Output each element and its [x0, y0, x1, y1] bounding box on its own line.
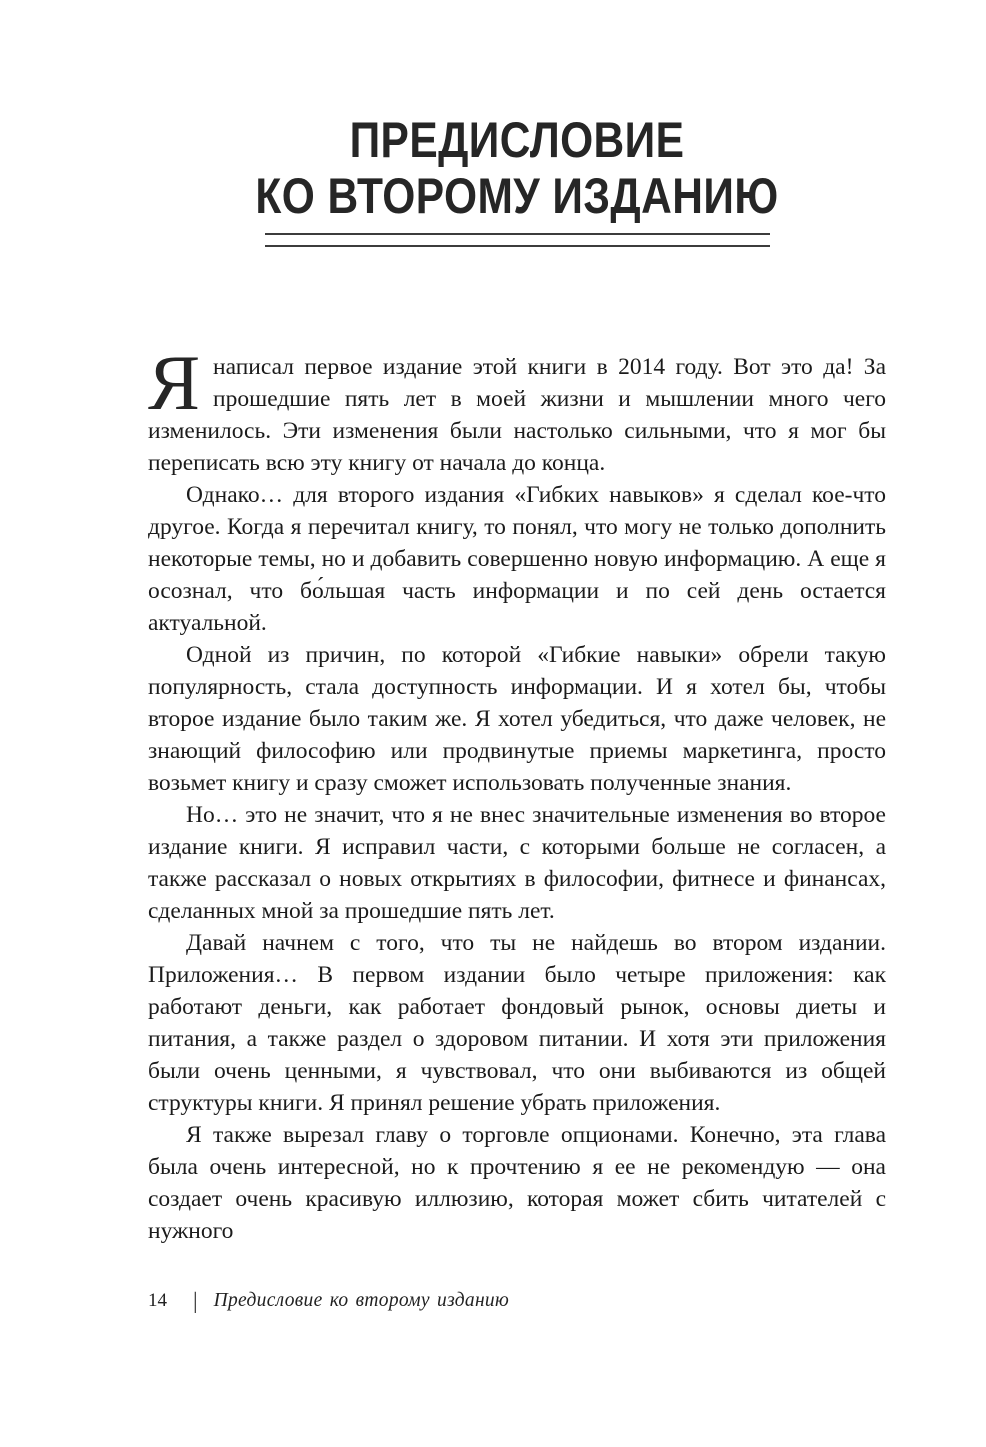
chapter-heading [148, 112, 886, 247]
paragraph: Давай начнем с того, что ты не найдешь во втором издании. Приложения… В первом издании было четыре приложения: как работают деньги, как работает фондовый рынок, основы диеты и питания, а также раздел о здоровом питании. И хотя эти приложения были очень ценными, я чувствовал, что они выбиваются из общей структуры книги. Я принял решение убрать приложения. [148, 930, 886, 1116]
footer-separator: | [193, 1288, 198, 1313]
body-text [148, 339, 886, 1247]
chapter-title [203, 112, 830, 224]
paragraph: Однако… для второго издания «Гибких навыков» я сделал кое-что другое. Когда я перечитал книгу, то понял, что могу не только дополнить некоторые темы, но и добавить совершенно новую информацию. А еще я осознал, что бо́льшая часть информации и по сей день остается актуальной. [148, 482, 886, 636]
page-footer [148, 1288, 509, 1314]
paragraph: Я также вырезал главу о торговле опционами. Конечно, эта глава была очень интересной, но к прочтению я ее не рекомендую — она создает очень красивую иллюзию, которая может сбить читателей с нужного [148, 1122, 886, 1244]
paragraph: Одной из причин, по которой «Гибкие навыки» обрели такую популярность, стала доступность информации. И я хотел бы, чтобы второе издание было таким же. Я хотел убедиться, что даже человек, не знающий философию или продвинутые приемы маркетинга, просто возьмет книгу и сразу сможет использовать полученные знания. [148, 642, 886, 796]
paragraph [148, 339, 886, 479]
chapter-title-line2: КО ВТОРОМУ ИЗДАНИЮ [255, 168, 779, 224]
paragraph: Но… это не значит, что я не внес значительные изменения во второе издание книги. Я исправил части, с которыми больше не согласен, а также рассказал о новых открытиях в философии, фитнесе и финансах, сделанных мной за прошедшие пять лет. [148, 802, 886, 924]
title-rule [265, 233, 770, 247]
paragraph-text: написал первое издание этой книги в 2014 году. Вот это да! За прошедшие пять лет в моей жизни и мышлении много чего изменилось. Эти изменения были настолько сильными, что я мог бы переписать всю эту книгу от начала до конца. [148, 354, 886, 476]
page-content [148, 0, 886, 1247]
drop-cap: Я [148, 339, 201, 426]
chapter-title-line1: ПРЕДИСЛОВИЕ [349, 112, 685, 168]
running-head: Предисловие ко второму изданию [213, 1290, 510, 1311]
page-number: 14 [148, 1290, 167, 1311]
